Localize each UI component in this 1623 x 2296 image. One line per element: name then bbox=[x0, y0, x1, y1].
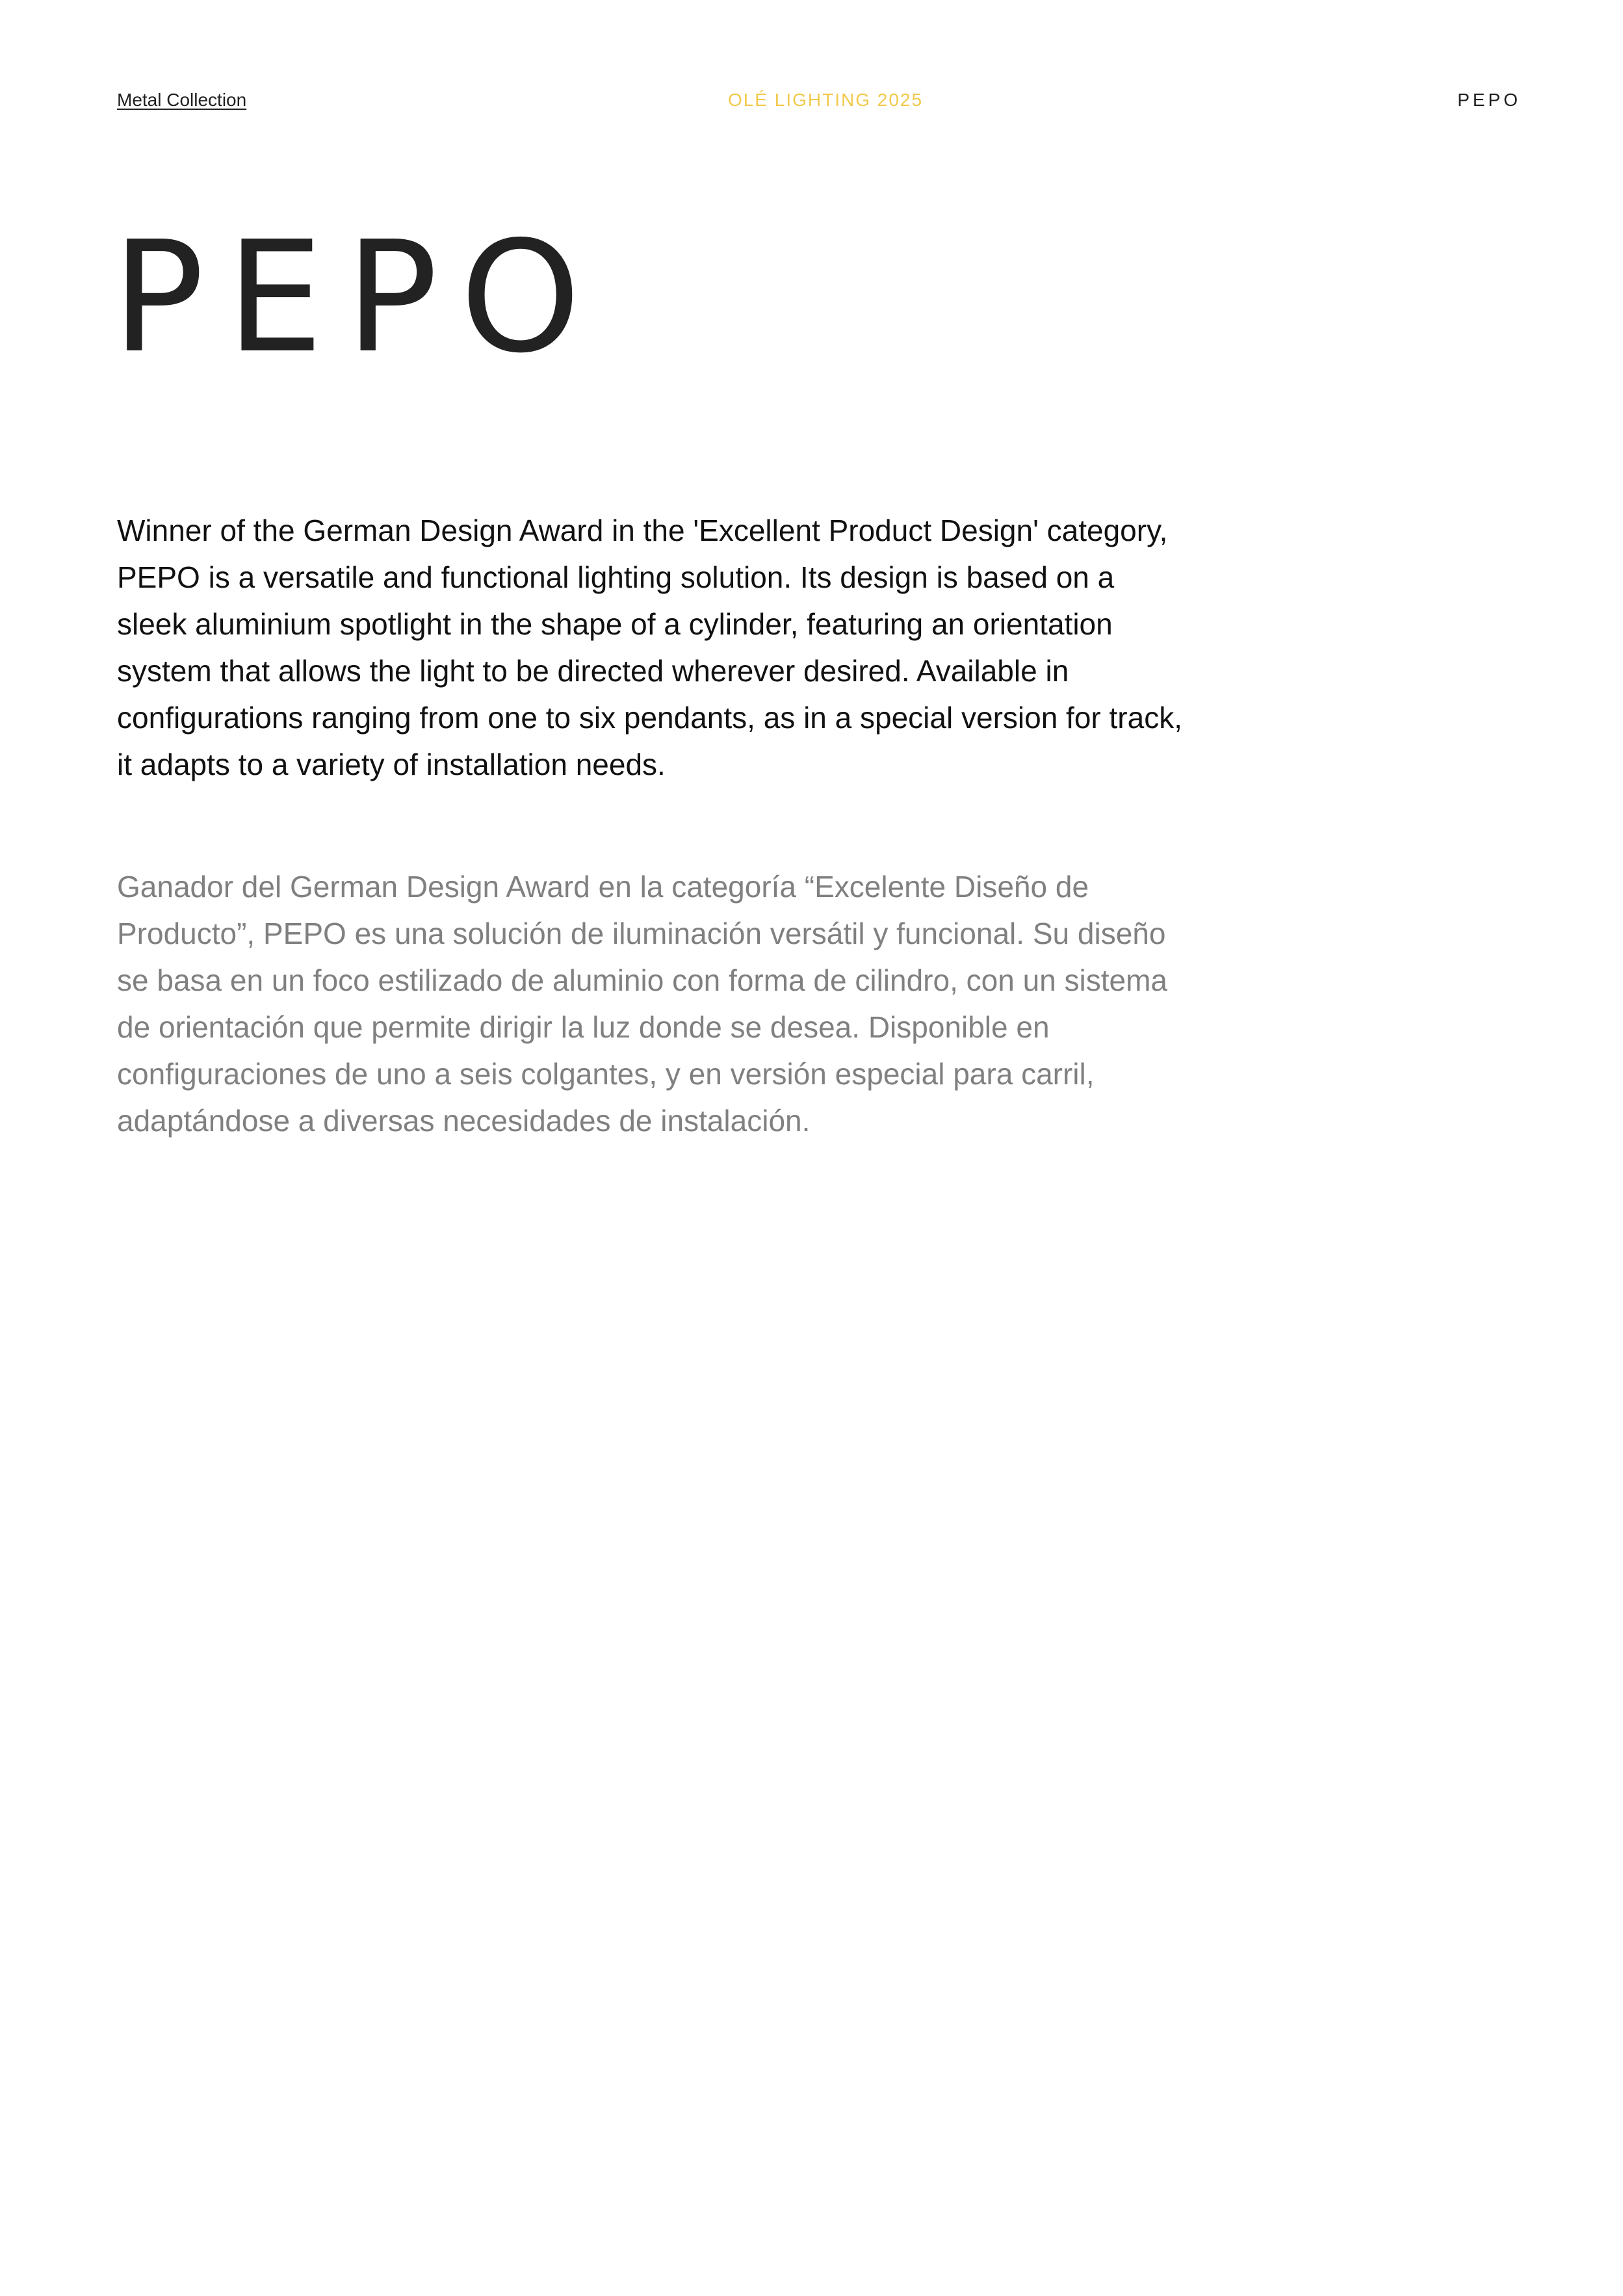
product-title: PEPO bbox=[112, 208, 603, 387]
brand-year-label: OLÉ LIGHTING 2025 bbox=[727, 90, 924, 110]
product-tag: PEPO bbox=[1457, 90, 1521, 110]
description-spanish: Ganador del German Design Award en la categoría “Excelente Diseño de Producto”, PEPO es una solución de iluminación versátil y funcional. Su diseño se basa en un foco estilizado de aluminio con forma de cilindro, con un sistema de orientación que permite dirigir la luz donde se desea. Disponible en configuraciones de uno a seis colgantes, y en versión especial para carril, adaptándose a diversas necesidades de instalación. bbox=[117, 870, 1168, 1138]
page-header bbox=[117, 90, 1521, 116]
description-english: Winner of the German Design Award in the 'Excellent Product Design' category, PEPO is a versatile and functional lighting solution. Its design is based on a sleek aluminium spotlight in the shape of a cylinder, featuring an orientation system that allows the light to be directed wherever desired. Available in configurations ranging from one to six pendants, as in a special version for track, it adapts to a variety of installation needs. bbox=[117, 514, 1182, 781]
collection-link[interactable]: Metal Collection bbox=[117, 90, 247, 110]
